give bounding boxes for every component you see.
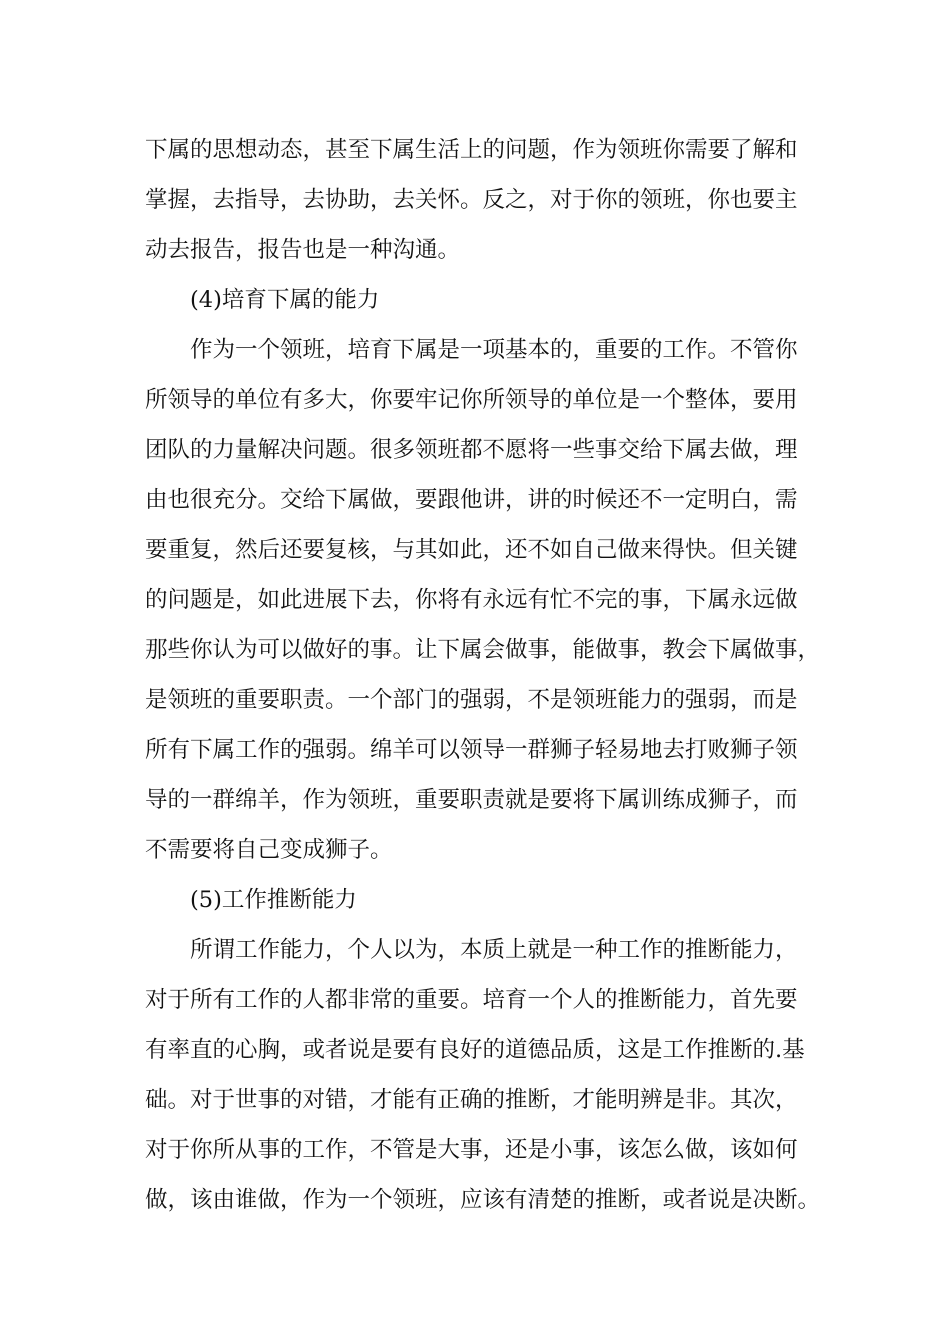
section-heading: (5)工作推断能力 — [190, 887, 357, 913]
paragraph-line: 础。对于世事的对错，才能有正确的推断，才能明辨是非。其次， — [145, 1087, 798, 1113]
paragraph-line: 导的一群绵羊，作为领班，重要职责就是要将下属训练成狮子，而 — [145, 787, 798, 813]
paragraph-line: 的问题是，如此进展下去，你将有永远有忙不完的事，下属永远做 — [145, 587, 798, 613]
paragraph-line: 团队的力量解决问题。很多领班都不愿将一些事交给下属去做，理 — [145, 437, 798, 463]
paragraph-line: 动去报告，报告也是一种沟通。 — [145, 237, 461, 263]
paragraph-line: 作为一个领班，培育下属是一项基本的，重要的工作。不管你 — [190, 337, 798, 363]
paragraph-line: 那些你认为可以做好的事。让下属会做事，能做事，教会下属做事， — [145, 637, 821, 663]
paragraph-line: 掌握，去指导，去协助，去关怀。反之，对于你的领班，你也要主 — [145, 187, 798, 213]
paragraph-line: 由也很充分。交给下属做，要跟他讲，讲的时候还不一定明白，需 — [145, 487, 798, 513]
section-heading: (4)培育下属的能力 — [190, 287, 380, 313]
paragraph-line: 所谓工作能力，个人以为，本质上就是一种工作的推断能力， — [190, 937, 798, 963]
paragraph-line: 下属的思想动态，甚至下属生活上的问题，作为领班你需要了解和 — [145, 137, 798, 163]
paragraph-line: 对于所有工作的人都非常的重要。培育一个人的推断能力，首先要 — [145, 987, 798, 1013]
paragraph-line: 要重复，然后还要复核，与其如此，还不如自己做来得快。但关键 — [145, 537, 798, 563]
paragraph-line: 所领导的单位有多大，你要牢记你所领导的单位是一个整体，要用 — [145, 387, 798, 413]
paragraph-line: 所有下属工作的强弱。绵羊可以领导一群狮子轻易地去打败狮子领 — [145, 737, 798, 763]
paragraph-line: 做，该由谁做，作为一个领班，应该有清楚的推断，或者说是决断。 — [145, 1187, 821, 1213]
paragraph-line: 有率直的心胸，或者说是要有良好的道德品质，这是工作推断的.基 — [145, 1037, 805, 1063]
paragraph-line: 不需要将自己变成狮子。 — [145, 837, 393, 863]
paragraph-line: 对于你所从事的工作，不管是大事，还是小事，该怎么做，该如何 — [145, 1137, 798, 1163]
paragraph-line: 是领班的重要职责。一个部门的强弱，不是领班能力的强弱，而是 — [145, 687, 798, 713]
